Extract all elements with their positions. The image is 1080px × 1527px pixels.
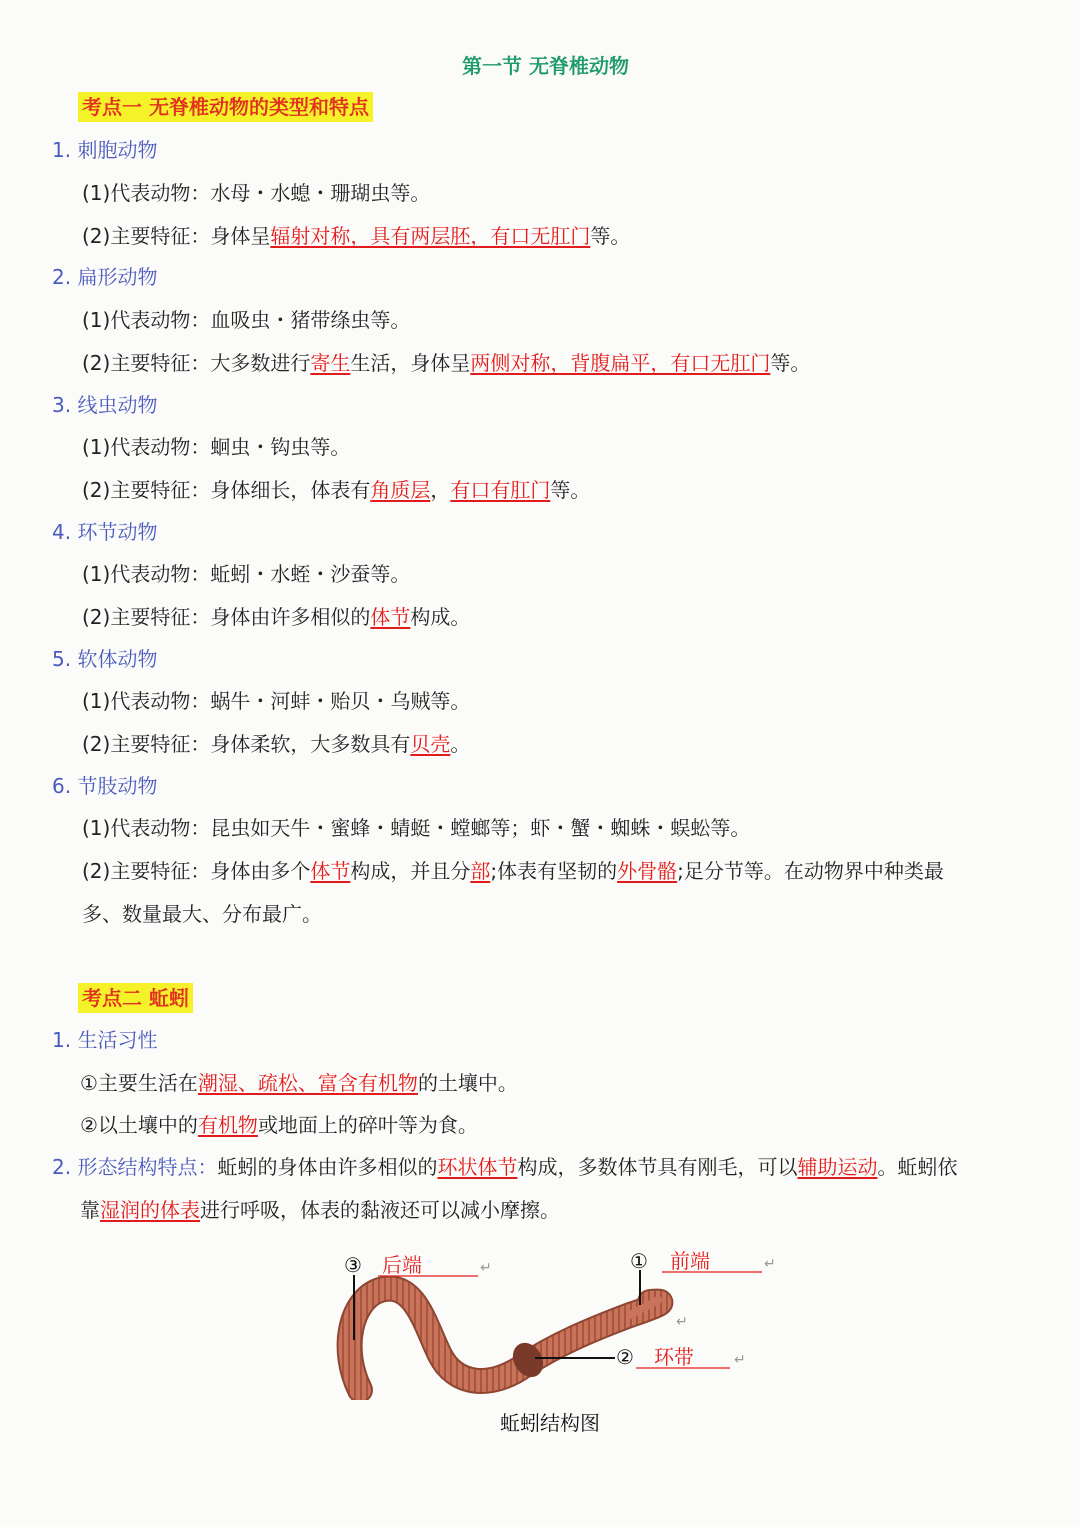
- label-2-number: ②: [616, 1345, 634, 1369]
- return-mark: ↵: [480, 1260, 492, 1276]
- key-term: 体节: [310, 859, 351, 883]
- habit-item-1: ①主要生活在潮湿、疏松、富含有机物的土壤中。: [80, 1071, 518, 1095]
- return-mark: ↵: [764, 1256, 776, 1272]
- representative-animals-1: (1)代表动物：水母・水螅・珊瑚虫等。: [82, 181, 431, 205]
- return-mark: ↵: [676, 1314, 688, 1330]
- earthworm-heading-1: 1. 生活习性: [52, 1028, 158, 1052]
- label-clitellum: 环带: [654, 1345, 694, 1369]
- return-mark: ↵: [734, 1352, 746, 1368]
- key-term: 环状体节: [437, 1155, 518, 1179]
- main-features-6-continued: 多、数量最大、分布最广。: [82, 902, 322, 926]
- main-features-6: (2)主要特征：身体由多个体节构成，并且分部;体表有坚韧的外骨骼;足分节等。在动物界中种类最: [82, 859, 944, 883]
- main-features-5: (2)主要特征：身体柔软，大多数具有贝壳。: [82, 732, 471, 756]
- representative-animals-4: (1)代表动物：蚯蚓・水蛭・沙蚕等。: [82, 562, 411, 586]
- representative-animals-3: (1)代表动物：蛔虫・钩虫等。: [82, 435, 351, 459]
- section-heading-3: 3. 线虫动物: [52, 393, 158, 417]
- label-3-number: ③: [344, 1253, 362, 1277]
- key-term: 外骨骼: [617, 859, 678, 883]
- representative-animals-5: (1)代表动物：蜗牛・河蚌・贻贝・乌贼等。: [82, 689, 471, 713]
- main-features-2: (2)主要特征：大多数进行寄生生活，身体呈两侧对称，背腹扁平，有口无肛门等。: [82, 351, 811, 375]
- label-1-number: ①: [630, 1249, 648, 1273]
- key-term: 角质层: [370, 478, 431, 502]
- section-heading-5: 5. 软体动物: [52, 647, 158, 671]
- morphology-paragraph-continued: 靠湿润的体表进行呼吸，体表的黏液还可以减小摩擦。: [80, 1198, 560, 1222]
- key-term: 辅助运动: [797, 1155, 878, 1179]
- earthworm-diagram: [330, 1240, 790, 1400]
- key-term: 潮湿、疏松、富含有机物: [197, 1071, 418, 1095]
- figure-caption: 蚯蚓结构图: [500, 1411, 600, 1435]
- main-features-1: (2)主要特征：身体呈辐射对称，具有两层胚，有口无肛门等。: [82, 224, 631, 248]
- page-title: 第一节 无脊椎动物: [462, 54, 629, 78]
- key-term: 辐射对称，具有两层胚，有口无肛门: [270, 224, 591, 248]
- key-term: 部: [470, 859, 491, 883]
- key-term: 湿润的体表: [100, 1198, 200, 1222]
- section-heading-1: 1. 刺胞动物: [52, 138, 158, 162]
- key-term: 体节: [370, 605, 411, 629]
- label-rear-end: 后端: [382, 1253, 422, 1277]
- main-features-3: (2)主要特征：身体细长，体表有角质层，有口有肛门等。: [82, 478, 591, 502]
- key-term: 有口有肛门: [450, 478, 551, 502]
- section-heading-2: 2. 扁形动物: [52, 265, 158, 289]
- section-heading-6: 6. 节肢动物: [52, 774, 158, 798]
- key-term: 有机物: [197, 1113, 258, 1137]
- representative-animals-6: (1)代表动物：昆虫如天牛・蜜蜂・蜻蜓・螳螂等；虾・蟹・蜘蛛・蜈蚣等。: [82, 816, 751, 840]
- main-features-4: (2)主要特征：身体由许多相似的体节构成。: [82, 605, 471, 629]
- key-term: 寄生: [310, 351, 351, 375]
- habit-item-2: ②以土壤中的有机物或地面上的碎叶等为食。: [80, 1113, 478, 1137]
- section-heading-4: 4. 环节动物: [52, 520, 158, 544]
- earthworm-heading-2: 2. 形态结构特点：: [52, 1155, 218, 1179]
- key-point-heading-1: 考点一 无脊椎动物的类型和特点: [78, 92, 373, 122]
- representative-animals-2: (1)代表动物：血吸虫・猪带绦虫等。: [82, 308, 411, 332]
- label-front-end: 前端: [670, 1249, 710, 1273]
- key-point-heading-2: 考点二 蚯蚓: [78, 983, 193, 1013]
- morphology-paragraph: 2. 形态结构特点：蚯蚓的身体由许多相似的环状体节构成，多数体节具有刚毛，可以辅助运动。蚯蚓依: [52, 1155, 958, 1179]
- key-term: 贝壳: [410, 732, 451, 756]
- key-term: 两侧对称，背腹扁平，有口无肛门: [470, 351, 771, 375]
